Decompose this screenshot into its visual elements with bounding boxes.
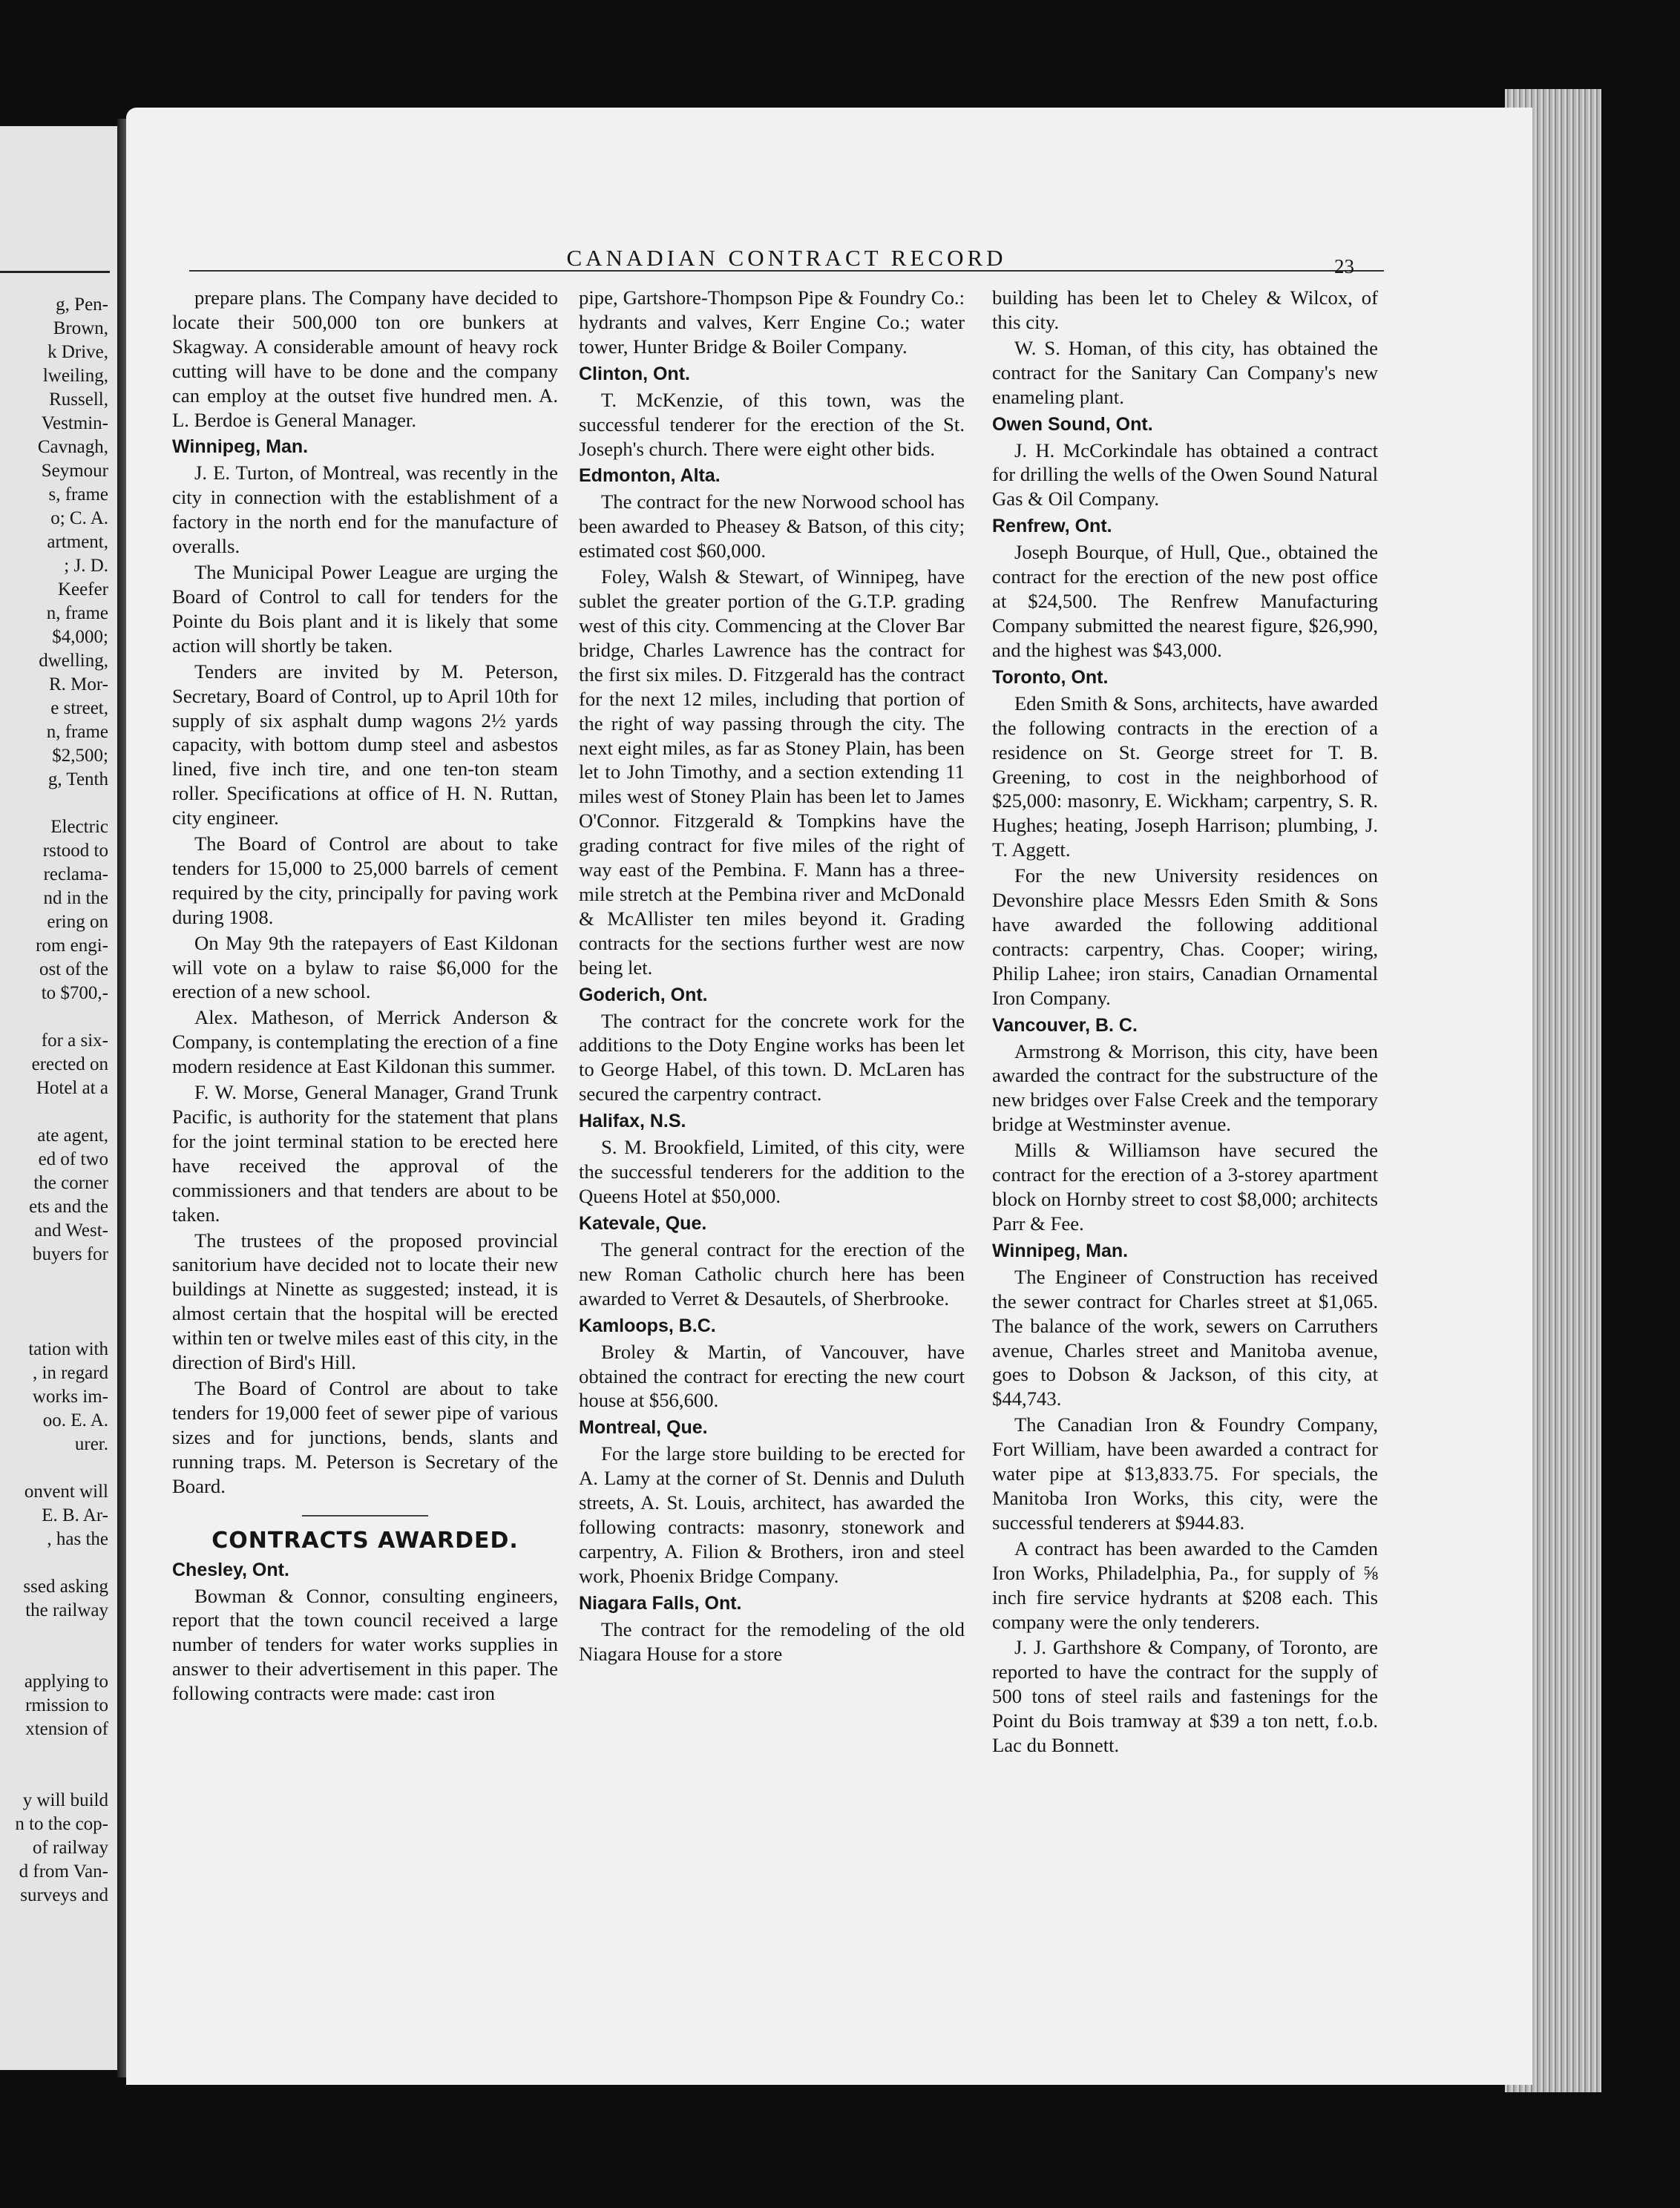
news-paragraph: A contract has been awarded to the Camden Iron Works, Philadelphia, Pa., for supply of ⅝ inch fire service hydrants at $208 each. This company were the only tenderers. xyxy=(992,1537,1378,1633)
fragment-line: o; C. A. xyxy=(50,508,108,528)
news-paragraph: The Municipal Power League are urging the Board of Control to call for tenders for the Pointe du Bois plant and it is likely that some action will shortly be taken. xyxy=(172,561,558,657)
news-paragraph: Armstrong & Morrison, this city, have been awarded the contract for the substructure of the new bridges over False Creek and the temporary bridge at Westminster avenue. xyxy=(992,1039,1378,1136)
place-heading: Kamloops, B.C. xyxy=(579,1315,716,1336)
fragment-line xyxy=(0,1456,108,1480)
news-paragraph: W. S. Homan, of this city, has obtained the contract for the Sanitary Can Company's new enameling plant. xyxy=(992,336,1378,408)
fragment-line: lweiling, xyxy=(42,366,108,386)
fragment-line: Keefer xyxy=(58,579,108,599)
news-paragraph: For the new University residences on Devonshire place Messrs Eden Smith & Sons have awarded the following additional contracts: carpentry, Chas. Cooper; wiring, Philip Lahee; iron stairs, Canadian Ornamental Iron Company. xyxy=(992,864,1378,1009)
news-paragraph: Mills & Williamson have secured the contract for the erection of a 3-storey apartment block on Hornby street to cost $8,000; architects Parr & Fee. xyxy=(992,1139,1378,1235)
fragment-line: nd in the xyxy=(43,888,108,908)
news-paragraph: Alex. Matheson, of Merrick Anderson & Company, is contemplating the erection of a fine modern residence at East Kildonan this summer. xyxy=(172,1006,559,1078)
fragment-line xyxy=(0,1741,108,1765)
fragment-line: R. Mor- xyxy=(48,674,108,694)
fragment-line xyxy=(0,1266,108,1290)
fragment-line: ate agent, xyxy=(37,1126,108,1146)
fragment-line xyxy=(0,1314,108,1338)
text-column-3 xyxy=(992,286,1378,1759)
news-paragraph: Tenders are invited by M. Peterson, Secretary, Board of Control, up to April 10th for supply of six asphalt dump wagons 2½ yards capacity, with bottom dump steel and asbestos lined, five inch tire, and one ten-ton steam roller. Specifications at office of H. N. Ruttan, city engineer. xyxy=(172,660,558,829)
fragment-line: ost of the xyxy=(39,959,108,979)
fragment-line: artment, xyxy=(47,532,108,552)
news-paragraph: building has been let to Cheley & Wilcox, of this city. xyxy=(992,286,1378,333)
previous-page-rule xyxy=(0,271,110,273)
fragment-line: works im- xyxy=(32,1387,108,1407)
news-paragraph: prepare plans. The Company have decided to locate their 500,000 ton ore bunkers at Skagway. A considerable amount of heavy rock cutting will have to be done and the company can employ at the outset five hundred men. A. L. Berdoe is General Manager. xyxy=(172,286,558,431)
place-heading: Winnipeg, Man. xyxy=(172,436,309,458)
fragment-line: erected on xyxy=(31,1054,108,1074)
place-heading: Montreal, Que. xyxy=(579,1417,708,1439)
place-heading: Edmonton, Alta. xyxy=(579,465,721,487)
news-paragraph: J. E. Turton, of Montreal, was recently in the city in connection with the establishment of a factory in the north end for the manufacture of overalls. xyxy=(172,461,558,558)
fragment-line: rmission to xyxy=(25,1695,108,1715)
fragment-line: g, Pen- xyxy=(56,295,108,315)
fragment-line: the railway xyxy=(25,1600,108,1620)
previous-page-text xyxy=(0,293,108,1908)
place-heading: Chesley, Ont. xyxy=(172,1559,289,1580)
news-paragraph: Eden Smith & Sons, architects, have awarded the following contracts in the erection of a residence on St. George street for T. B. Greening, to cost in the neighborhood of $25,000: masonry, E. Wickham; carpentry, S. R. Hughes; heating, Joseph Harrison; plumbing, J. T. Aggett. xyxy=(992,691,1378,861)
fragment-line: ssed asking xyxy=(23,1577,108,1597)
fragment-line: and West- xyxy=(34,1220,108,1241)
fragment-line xyxy=(0,1005,108,1029)
fragment-line: Electric xyxy=(50,817,108,837)
running-title: CANADIAN CONTRACT RECORD xyxy=(566,245,1007,271)
fragment-line xyxy=(0,1290,108,1314)
news-paragraph: The general contract for the erection of the new Roman Catholic church here has been awarded to Verret & Desautels, of Sherbrooke. xyxy=(579,1238,965,1310)
fragment-line: of railway xyxy=(32,1838,108,1858)
news-paragraph: The contract for the concrete work for the additions to the Doty Engine works has been let to George Habel, of this town. D. McLaren has secured the carpentry contract. xyxy=(579,1009,965,1105)
place-heading: Halifax, N.S. xyxy=(579,1111,686,1132)
fragment-line: surveys and xyxy=(20,1885,108,1905)
fragment-line: ed of two xyxy=(38,1149,108,1169)
fragment-line: oo. E. A. xyxy=(42,1410,108,1430)
text-column-2 xyxy=(579,286,965,1668)
fragment-line: tation with xyxy=(28,1339,108,1359)
place-heading: Goderich, Ont. xyxy=(579,984,708,1005)
news-paragraph: F. W. Morse, General Manager, Grand Trunk Pacific, is authority for the statement that plans for the joint terminal station to be erected here have received the approval of the commissioners and that tenders are about to be taken. xyxy=(172,1081,558,1226)
fragment-line: y will build xyxy=(22,1790,108,1810)
fragment-line: Russell, xyxy=(49,390,108,410)
place-heading: Renfrew, Ont. xyxy=(992,516,1112,537)
fragment-line: urer. xyxy=(74,1434,108,1454)
fragment-line: Brown, xyxy=(53,318,108,338)
place-heading: Owen Sound, Ont. xyxy=(992,413,1153,435)
text-column-1 xyxy=(172,286,558,1707)
fragment-line: Cavnagh, xyxy=(37,437,108,457)
fragment-line: s, frame xyxy=(48,484,108,505)
fragment-line: Hotel at a xyxy=(36,1078,108,1098)
fragment-line xyxy=(0,1100,108,1124)
place-heading: Toronto, Ont. xyxy=(992,666,1109,688)
news-paragraph: pipe, Gartshore-Thompson Pipe & Foundry Co.: hydrants and valves, Kerr Engine Co.; water tower, Hunter Bridge & Boiler Company. xyxy=(579,286,965,358)
place-heading: Vancouver, B. C. xyxy=(992,1014,1138,1036)
news-paragraph: For the large store building to be erected for A. Lamy at the corner of St. Dennis and Duluth streets, A. St. Louis, architect, has awarded the following contracts: masonry, stonework and carpentry, A. Filion & Brothers, iron and steel work, Phoenix Bridge Company. xyxy=(579,1442,965,1587)
fragment-line: the corner xyxy=(33,1173,108,1193)
fragment-line xyxy=(0,1623,108,1646)
fragment-line: n to the cop- xyxy=(15,1814,108,1834)
fragment-line: onvent will xyxy=(24,1482,108,1502)
fragment-line: dwelling, xyxy=(39,651,108,671)
section-divider xyxy=(302,1515,428,1517)
previous-page-fragment xyxy=(0,126,117,2070)
fragment-line: Seymour xyxy=(41,461,108,481)
fragment-line: rom engi- xyxy=(36,936,108,956)
fragment-line: n, frame xyxy=(46,722,108,742)
fragment-line: applying to xyxy=(24,1672,108,1692)
fragment-line: k Drive, xyxy=(47,342,108,362)
fragment-line: ering on xyxy=(47,912,108,932)
fragment-line: d from Van- xyxy=(19,1862,108,1882)
fragment-line: $2,500; xyxy=(52,746,108,766)
news-paragraph: The contract for the new Norwood school has been awarded to Pheasey & Batson, of this city; estimated cost $60,000. xyxy=(579,490,965,562)
page-number: 23 xyxy=(1334,255,1354,277)
news-paragraph: On May 9th the ratepayers of East Kildonan will vote on a bylaw to raise $6,000 for the erection of a new school. xyxy=(172,931,558,1003)
fragment-line: , in regard xyxy=(32,1363,108,1383)
fragment-line: , has the xyxy=(47,1529,108,1549)
section-title: CONTRACTS AWARDED. xyxy=(211,1527,519,1554)
fragment-line: Vestmin- xyxy=(41,413,108,433)
news-paragraph: J. J. Garthshore & Company, of Toronto, are reported to have the contract for the supply of 500 tons of steel rails and fastenings for the Point du Bois tramway at $39 a ton nett, f.o.b. Lac du Bonnett. xyxy=(992,1636,1378,1757)
news-paragraph: The Canadian Iron & Foundry Company, Fort William, have been awarded a contract for water pipe at $13,833.75. For specials, the Manitoba Iron Works, this city, were the successful tenderers at $944.83. xyxy=(992,1413,1378,1534)
news-paragraph: The contract for the remodeling of the old Niagara House for a store xyxy=(579,1617,965,1665)
news-paragraph: T. McKenzie, of this town, was the successful tenderer for the erection of the St. Joseph's church. There were eight other bids. xyxy=(579,388,965,460)
news-paragraph: The Engineer of Construction has received the sewer contract for Charles street at $1,065. The balance of the work, sewers on Carruthers avenue, Charles street and Manitoba avenue, goes to Dobson & Jackson, of this city, at $44,743. xyxy=(992,1265,1378,1410)
fragment-line: g, Tenth xyxy=(47,769,108,789)
fragment-line: n, frame xyxy=(46,603,108,623)
fragment-line xyxy=(0,1646,108,1670)
news-paragraph: Bowman & Connor, consulting engineers, report that the town council received a large number of tenders for water works supplies in answer to their advertisement in this paper. The following contracts were made: cast iron xyxy=(172,1584,558,1705)
fragment-line: ets and the xyxy=(29,1197,108,1217)
fragment-line: e street, xyxy=(50,698,108,718)
fragment-line: rstood to xyxy=(42,841,108,861)
news-paragraph: The Board of Control are about to take tenders for 19,000 feet of sewer pipe of various sizes and for junctions, bends, slants and running traps. M. Peterson is Secretary of the Board. xyxy=(172,1376,558,1497)
news-paragraph: Joseph Bourque, of Hull, Que., obtained the contract for the erection of the new post office at $24,500. The Renfrew Manufacturing Company submitted the nearest figure, $26,990, and the highest was $43,000. xyxy=(992,541,1378,661)
page-header xyxy=(189,237,1384,277)
fragment-line: E. B. Ar- xyxy=(42,1505,108,1525)
fragment-line: to $700,- xyxy=(41,983,108,1003)
fragment-line: reclama- xyxy=(43,864,108,884)
fragment-line: $4,000; xyxy=(52,627,108,647)
news-paragraph: The Board of Control are about to take tenders for 15,000 to 25,000 barrels of cement required by the city, principally for paving work during 1908. xyxy=(172,832,558,928)
news-paragraph: The trustees of the proposed provincial sanitorium have decided not to locate their new buildings at Ninette as suggested; instead, it is almost certain that the hospital will be erected within ten or twelve miles east of this city, in the direction of Bird's Hill. xyxy=(172,1229,558,1374)
fragment-line: buyers for xyxy=(32,1244,108,1264)
news-paragraph: J. H. McCorkindale has obtained a contract for drilling the wells of the Owen Sound Natural Gas & Oil Company. xyxy=(992,438,1378,510)
fragment-line: for a six- xyxy=(41,1031,108,1051)
news-paragraph: S. M. Brookfield, Limited, of this city, were the successful tenderers for the addition to the Queens Hotel at $50,000. xyxy=(579,1136,965,1207)
place-heading: Clinton, Ont. xyxy=(579,363,690,384)
news-paragraph: Foley, Walsh & Stewart, of Winnipeg, have sublet the greater portion of the G.T.P. grading west of this city. Commencing at the Clover Bar bridge, Charles Lawrence has the contract for the first six miles. D. Fitzgerald has the contract for the next 12 miles, including that portion of the right of way passing through the city. The next eight miles, as far as Stoney Plain, has been let to John Timothy, and a section extending 11 miles west of Stoney Plain has been let to James O'Connor. Fitzgerald & Tompkins have the grading contract for five miles of the right of way east of the Pembina. F. Mann has a three-mile stretch at the Pembina river and McDonald & McAllister ten miles beyond it. Grading contracts for the sections further west are now being let. xyxy=(579,565,965,979)
fragment-line: xtension of xyxy=(25,1719,108,1739)
place-heading: Niagara Falls, Ont. xyxy=(579,1592,742,1614)
place-heading: Winnipeg, Man. xyxy=(992,1240,1129,1261)
place-heading: Katevale, Que. xyxy=(579,1212,707,1234)
fragment-line xyxy=(0,792,108,815)
news-paragraph: Broley & Martin, of Vancouver, have obtained the contract for erecting the new court house at $56,600. xyxy=(579,1340,965,1412)
fragment-line: ; J. D. xyxy=(64,556,108,576)
fragment-line xyxy=(0,1765,108,1789)
fragment-line xyxy=(0,1551,108,1575)
